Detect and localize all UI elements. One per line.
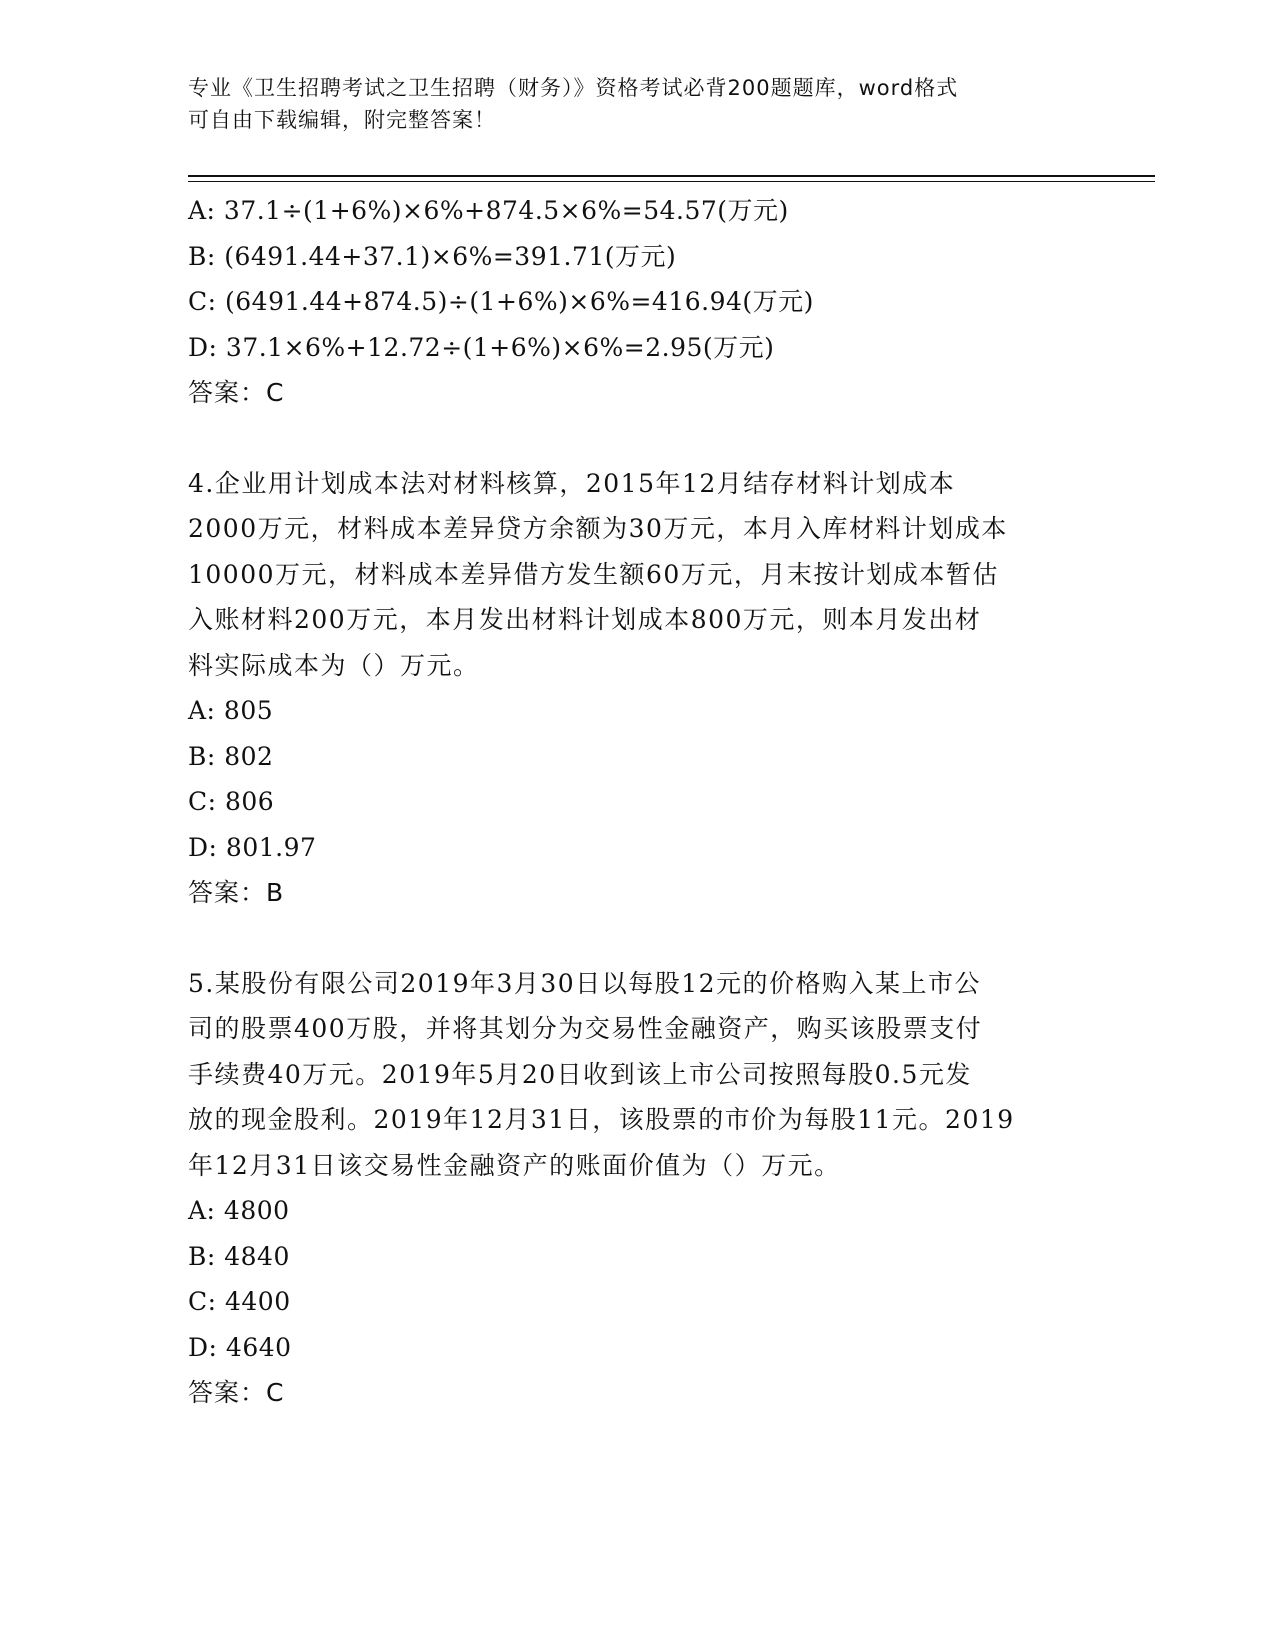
header-line-2: 可自由下载编辑，附完整答案！ bbox=[188, 108, 496, 132]
question-4 bbox=[188, 461, 1088, 916]
question-4-stem bbox=[188, 461, 1078, 689]
question-3-option-d: D: 37.1×6%+12.72÷(1+6%)×6%=2.95(万元) bbox=[188, 332, 775, 362]
question-4-stem-line: 10000万元，材料成本差异借方发生额60万元，月末按计划成本暂估 bbox=[188, 559, 999, 589]
question-5-option-c: C: 4400 bbox=[188, 1287, 291, 1316]
question-5-stem-line: 年12月31日该交易性金融资产的账面价值为（）万元。 bbox=[188, 1150, 841, 1180]
question-4-option-c: C: 806 bbox=[188, 787, 275, 816]
question-3-option-c: C: (6491.44+874.5)÷(1+6%)×6%=416.94(万元) bbox=[188, 287, 814, 316]
question-4-option-b: B: 802 bbox=[188, 741, 274, 771]
spacer bbox=[188, 416, 1088, 461]
spacer bbox=[188, 916, 1088, 961]
question-5-stem-line: 司的股票400万股，并将其划分为交易性金融资产，购买该股票支付 bbox=[188, 1014, 983, 1043]
document-header bbox=[188, 72, 1088, 136]
question-5-stem-line: 手续费40万元。2019年5月20日收到该上市公司按照每股0.5元发 bbox=[188, 1059, 972, 1089]
question-5-stem bbox=[188, 961, 1078, 1189]
header-divider-thick bbox=[188, 175, 1155, 177]
question-5-option-a: A: 4800 bbox=[188, 1196, 290, 1225]
question-5-option-d: D: 4640 bbox=[188, 1332, 292, 1362]
question-3-answer: 答案：C bbox=[188, 378, 285, 407]
question-5-stem-line: 5.某股份有限公司2019年3月30日以每股12元的价格购入某上市公 bbox=[188, 968, 982, 998]
question-5-option-b: B: 4840 bbox=[188, 1241, 290, 1271]
question-3-option-a: A: 37.1÷(1+6%)×6%+874.5×6%=54.57(万元) bbox=[188, 196, 789, 225]
question-4-stem-line: 入账材料200万元，本月发出材料计划成本800万元，则本月发出材 bbox=[188, 605, 982, 634]
question-3-option-b: B: (6491.44+37.1)×6%=391.71(万元) bbox=[188, 241, 677, 271]
question-content bbox=[188, 188, 1088, 1416]
question-4-option-a: A: 805 bbox=[188, 696, 274, 725]
header-line-1: 专业《卫生招聘考试之卫生招聘（财务）》资格考试必背200题题库，word格式 bbox=[188, 76, 959, 100]
question-5-stem-line: 放的现金股利。2019年12月31日，该股票的市价为每股11元。2019 bbox=[188, 1105, 1015, 1134]
question-4-stem-line: 4.企业用计划成本法对材料核算，2015年12月结存材料计划成本 bbox=[188, 468, 956, 498]
question-3-options-block bbox=[188, 188, 1088, 416]
question-5 bbox=[188, 961, 1088, 1416]
header-divider-thin bbox=[188, 181, 1155, 182]
question-4-answer: 答案：B bbox=[188, 878, 285, 907]
question-4-option-d: D: 801.97 bbox=[188, 832, 317, 862]
question-4-stem-line: 2000万元，材料成本差异贷方余额为30万元，本月入库材料计划成本 bbox=[188, 514, 1008, 543]
question-5-answer: 答案：C bbox=[188, 1378, 285, 1407]
question-4-stem-line: 料实际成本为（）万元。 bbox=[188, 650, 480, 680]
